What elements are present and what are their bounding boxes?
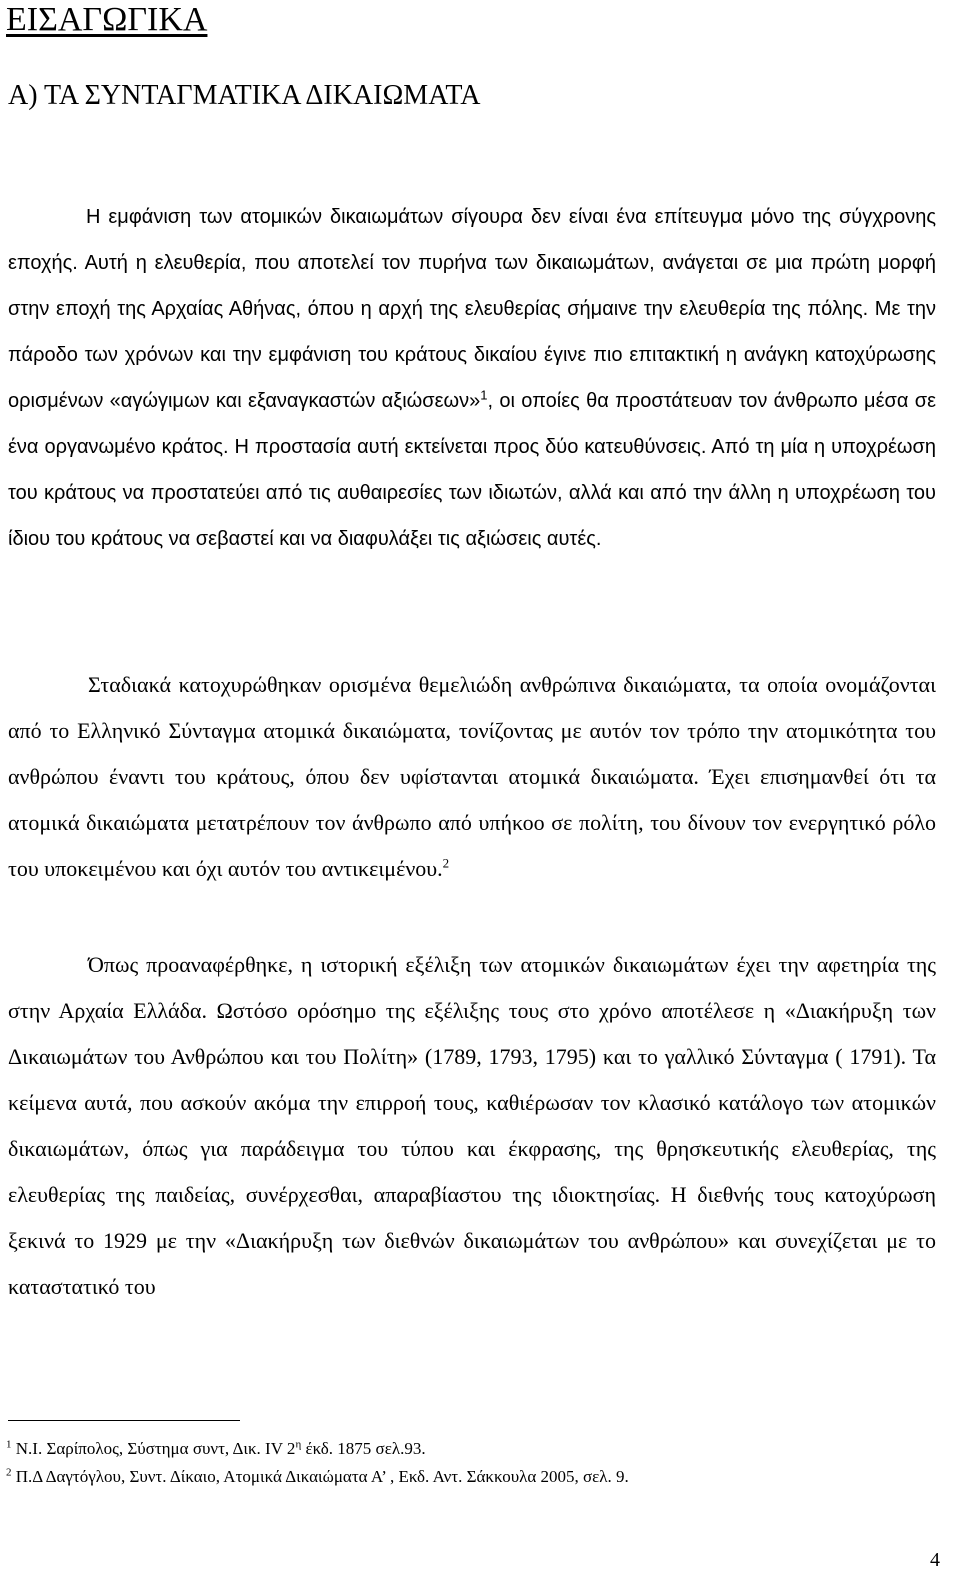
chapter-title: ΕΙΣΑΓΩΓΙΚΑ: [6, 1, 208, 38]
paragraph-3: [8, 942, 936, 1310]
footnote-2: [6, 1466, 629, 1488]
footnote-text: Ν.Ι. Σαρίπολος, Σύστημα συντ, Δικ. IV 2: [15, 1439, 296, 1458]
paragraph-text: , οι οποίες θα προστάτευαν τον άνθρωπο μέσα σε ένα οργανωμένο κράτος. Η προστασία αυτή εκτείνεται προς δύο κατευθύνσεις. Από τη μία η υποχρέωση του κράτους να προστατεύει από τις αυθαιρεσίες των ιδιωτών, αλλά και από την άλλη η υποχρέωση του ίδιου του κράτους να σεβαστεί και να διαφυλάξει τις αξιώσεις αυτές.: [8, 390, 936, 550]
footnote-1: [6, 1438, 426, 1460]
footnote-text: έκδ. 1875 σελ.93.: [301, 1439, 426, 1458]
section-title: Α) ΤΑ ΣΥΝΤΑΓΜΑΤΙΚΑ ΔΙΚΑΙΩΜΑΤΑ: [8, 80, 481, 111]
paragraph-1: [8, 194, 936, 562]
footnote-reference[interactable]: 2: [442, 855, 450, 871]
paragraph-text: Όπως προαναφέρθηκε, η ιστορική εξέλιξη των ατομικών δικαιωμάτων έχει την αφετηρία της στην Αρχαία Ελλάδα. Ωστόσο ορόσημο της εξέλιξης τους στο χρόνο αποτέλεσε η «Διακήρυξη των Δικαιωμάτων του Ανθρώπου και του Πολίτη» (1789, 1793, 1795) και το γαλλικό Σύνταγμα ( 1791). Τα κείμενα αυτά, που ασκούν ακόμα την επιρροή τους, καθιέρωσαν τον κλασικό κατάλογο των ατομικών δικαιωμάτων, όπως για παράδειγμα του τύπου και έκφρασης, της θρησκευτικής ελευθερίας, της ελευθερίας της παιδείας, συνέρχεσθαι, απαραβίαστου της ιδιοκτησίας. Η διεθνής τους κατοχύρωση ξεκινά το 1929 με την «Διακήρυξη των διεθνών δικαιωμάτων του ανθρώπου» και συνεχίζεται με το καταστατικό του: [8, 952, 936, 1299]
footnote-separator: [8, 1420, 240, 1421]
footnote-marker: 1: [6, 1438, 12, 1451]
footnote-marker: 2: [6, 1466, 12, 1479]
footnote-text: Π.Δ Δαγτόγλου, Συντ. Δίκαιο, Ατομικά Δικαιώματα Α’ , Εκδ. Αντ. Σάκκουλα 2005, σελ. 9.: [15, 1467, 629, 1486]
paragraph-2: [8, 662, 936, 892]
footnote-reference[interactable]: 1: [480, 387, 488, 403]
paragraph-text: Η εμφάνιση των ατομικών δικαιωμάτων σίγουρα δεν είναι ένα επίτευγμα μόνο της σύγχρονης εποχής. Αυτή η ελευθερία, που αποτελεί τον πυρήνα των δικαιωμάτων, ανάγεται σε μια πρώτη μορφή στην εποχή της Αρχαίας Αθήνας, όπου η αρχή της ελευθερίας σήμαινε την ελευθερία της πόλης. Με την πάροδο των χρόνων και την εμφάνιση του κράτους δικαίου έγινε πιο επιτακτική η ανάγκη κατοχύρωσης ορισμένων «αγώγιμων και εξαναγκαστών αξιώσεων»: [8, 206, 936, 412]
page-number: 4: [930, 1549, 940, 1571]
footnote-superscript: η: [295, 1438, 302, 1451]
paragraph-text: Σταδιακά κατοχυρώθηκαν ορισμένα θεμελιώδη ανθρώπινα δικαιώματα, τα οποία ονομάζονται από το Ελληνικό Σύνταγμα ατομικά δικαιώματα, τονίζοντας με αυτόν τον τρόπο την ατομικότητα του ανθρώπου έναντι του κράτους, όπου δεν υφίστανται ατομικά δικαιώματα. Έχει επισημανθεί ότι τα ατομικά δικαιώματα μετατρέπουν τον άνθρωπο από υπήκοο σε πολίτη, του δίνουν τον ενεργητικό ρόλο του υποκειμένου και όχι αυτόν του αντικειμένου.: [8, 672, 936, 881]
